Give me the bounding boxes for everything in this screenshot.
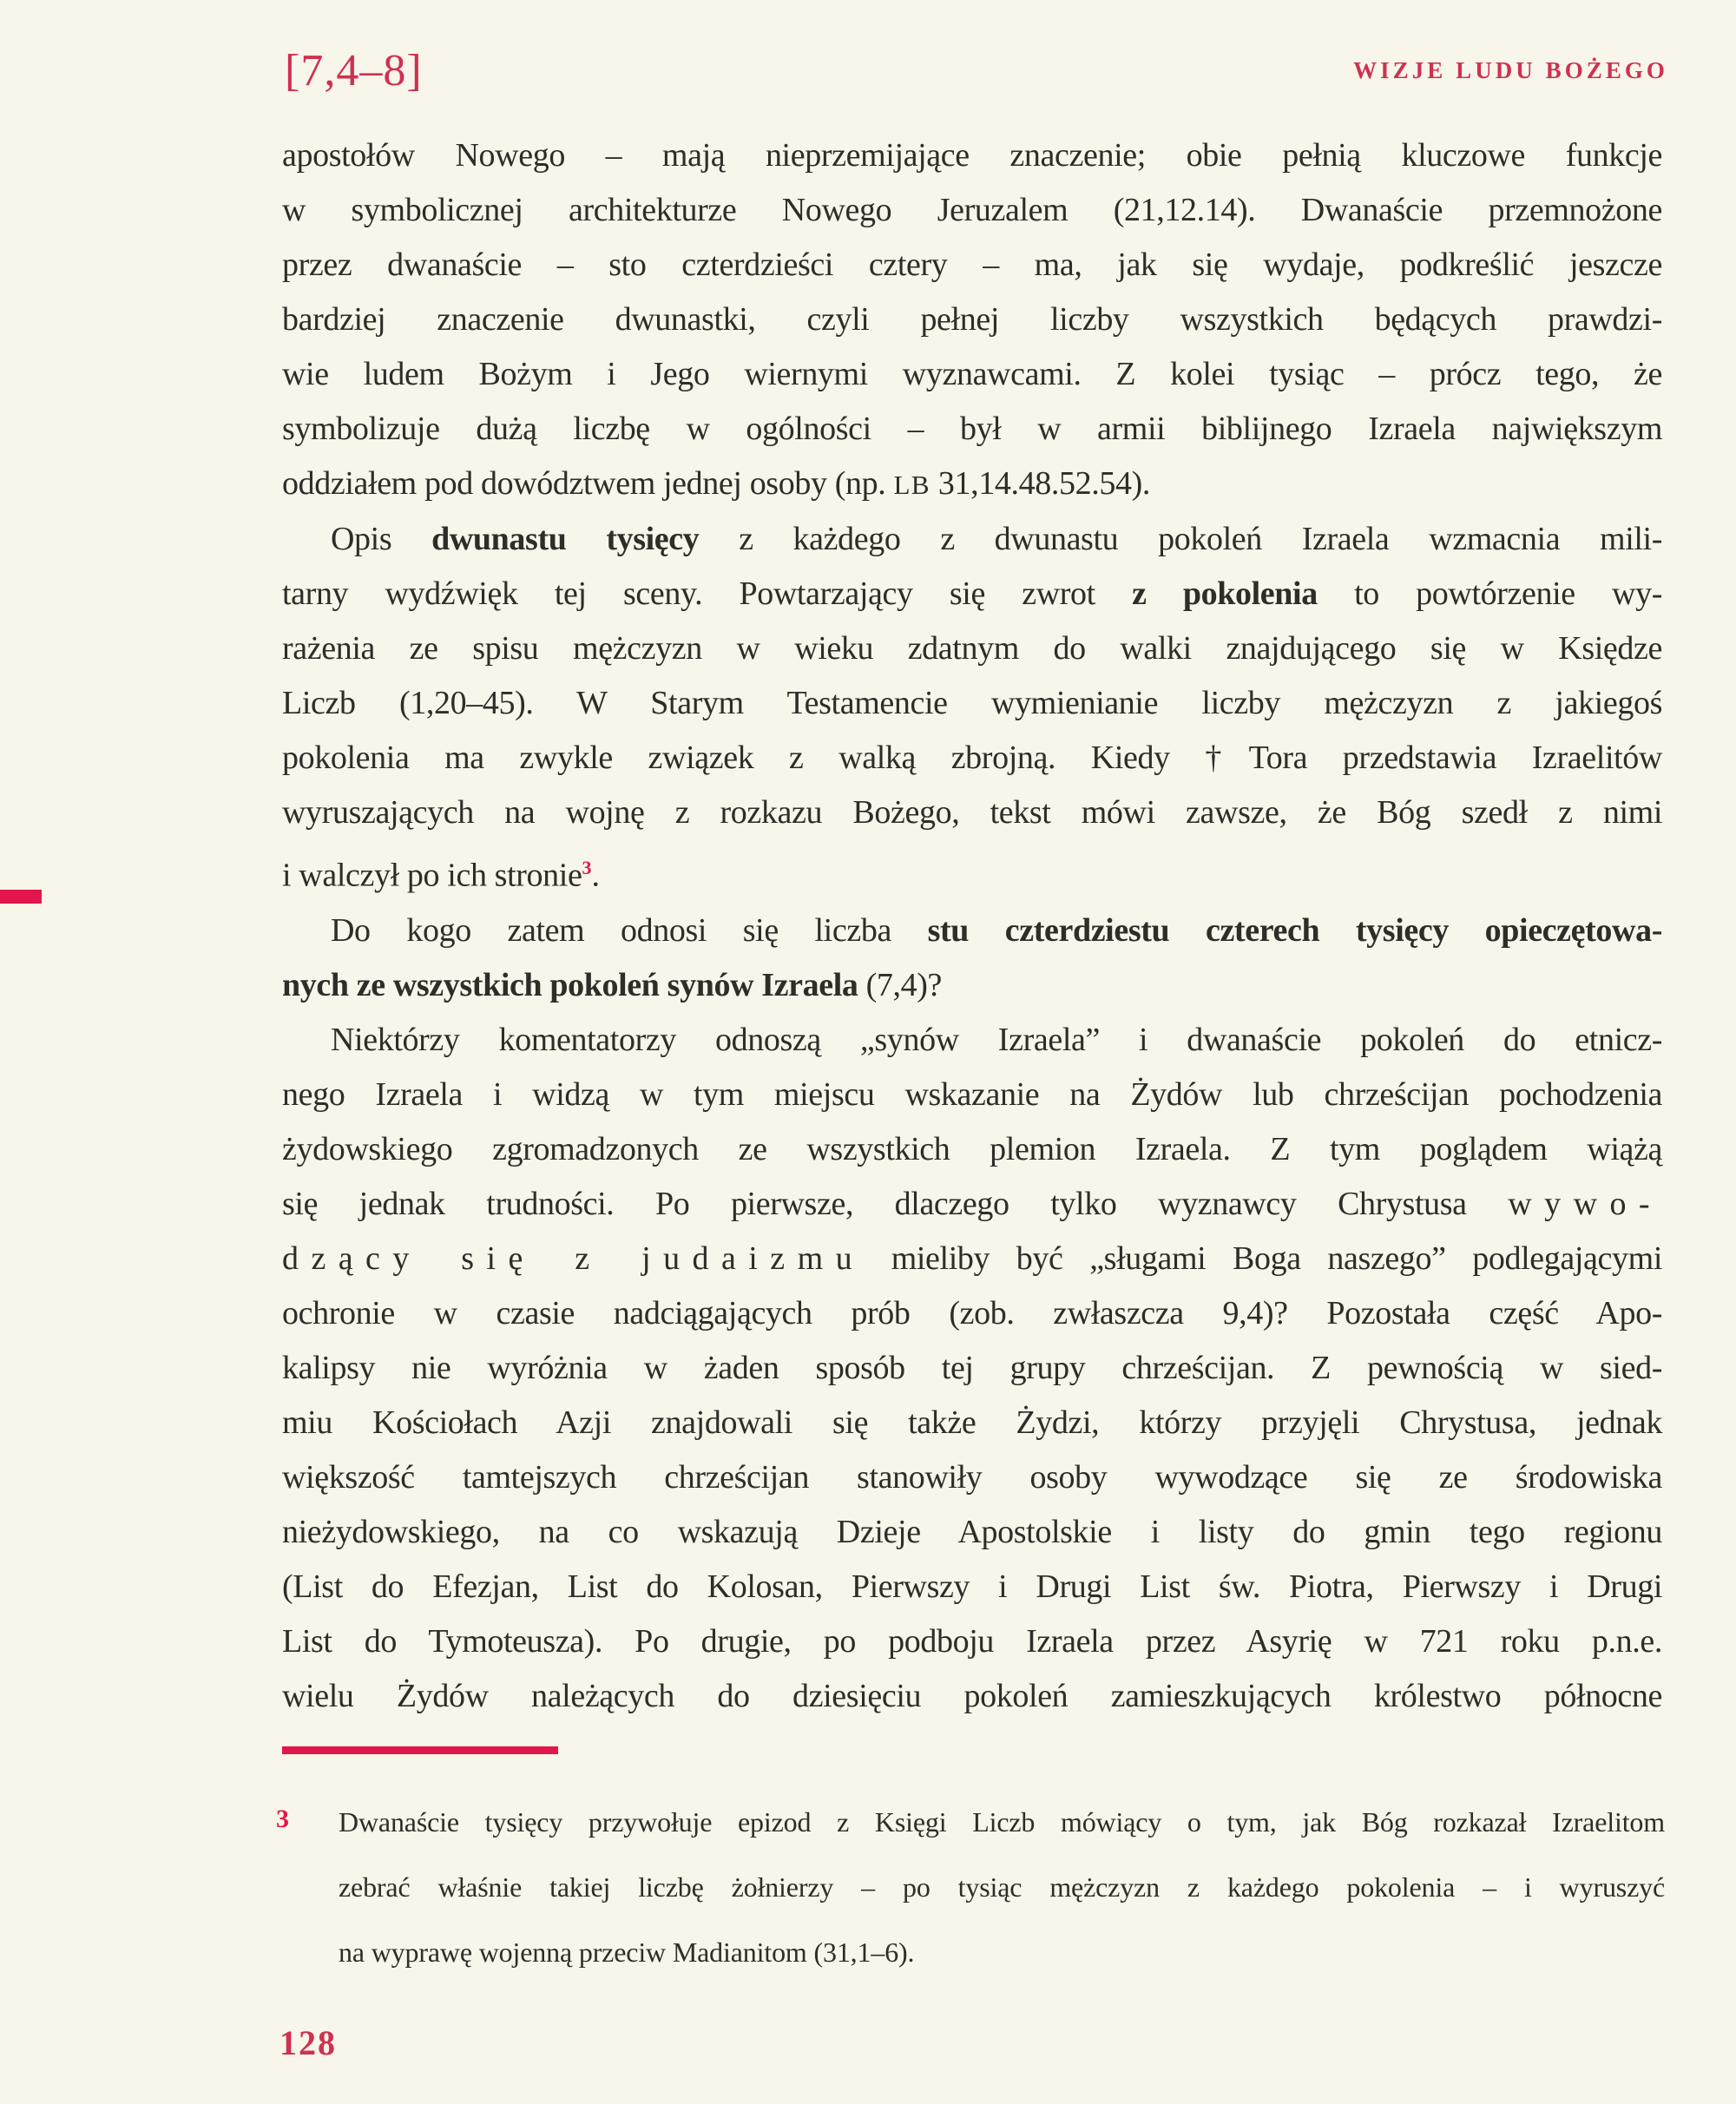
text-segment: LB (893, 470, 930, 500)
running-head: WIZJE LUDU BOŻEGO (1353, 57, 1668, 83)
text-line (282, 1122, 1662, 1177)
text-segment: nego Izraela i widzą w tym miejscu wskazanie na Żydów lub chrześcijan pochodzenia (282, 1075, 1662, 1113)
text-line (282, 621, 1662, 676)
text-segment: przez dwanaście – sto czterdzieści cztery – ma, jak się wydaje, podkreślić jeszcze (282, 247, 1662, 283)
footnote-text (339, 1790, 1665, 1985)
text-segment: wie ludem Bożym i Jego wiernymi wyznawcami. Z kolei tysiąc – prócz tego, że (282, 356, 1662, 392)
text-segment: i walczył po ich stronie (282, 857, 582, 894)
text-segment: bardziej znaczenie dwunastki, czyli pełnej liczby wszystkich będących prawdzi- (282, 301, 1662, 338)
text-segment: oddziałem pod dowództwem jednej osoby (np. (282, 465, 894, 502)
text-line (282, 1560, 1662, 1614)
text-segment: Liczb (1,20–45). W Starym Testamencie wymienianie liczby mężczyzn z jakiegoś (282, 685, 1662, 721)
text-segment: List do Tymoteusza). Po drugie, po podboju Izraela przez Asyrię w 721 roku p.n.e. (282, 1622, 1662, 1660)
text-segment: żydowskiego zgromadzonych ze wszystkich plemion Izraela. Z tym poglądem wiążą (282, 1130, 1662, 1167)
text-line (282, 1013, 1662, 1068)
text-segment: pokolenia ma zwykle związek z walką zbrojną. Kiedy †Tora przedstawia Izraelitów (282, 740, 1662, 776)
text-segment: stu czterdziestu czterech tysięcy opieczętowa- (927, 911, 1662, 949)
text-line (282, 128, 1662, 183)
text-line (282, 1232, 1662, 1286)
text-line (282, 238, 1662, 293)
text-line (282, 1505, 1662, 1560)
text-line (339, 1855, 1665, 1920)
text-segment: dwunastu tysięcy (431, 521, 700, 557)
text-segment: apostołów Nowego – mają nieprzemijające znaczenie; obie pełnią kluczowe funkcje (282, 137, 1662, 174)
text-segment: zebrać właśnie takiej liczbę żołnierzy – po tysiąc mężczyzn z każdego pokolenia – i wyruszyć (339, 1871, 1665, 1903)
text-segment: na wyprawę wojenną przeciw Madianitom (31,1–6). (339, 1936, 915, 1968)
page-number: 128 (279, 2023, 337, 2062)
text-line (282, 1396, 1662, 1450)
text-segment: (List do Efezjan, List do Kolosan, Pierwszy i Drugi List św. Piotra, Pierwszy i Drugi (282, 1568, 1662, 1605)
text-segment: 31,14.48.52.54). (930, 465, 1150, 502)
text-line (282, 958, 1662, 1013)
text-line (282, 457, 1662, 512)
verse-range-marker: [7,4–8] (285, 46, 423, 95)
text-line (282, 347, 1662, 402)
text-segment: mieliby być „sługami Boga naszego” podlegającymi (865, 1239, 1662, 1277)
text-line (282, 1669, 1662, 1724)
text-line (282, 183, 1662, 238)
footnote-reference: 3 (582, 857, 592, 878)
text-line (282, 293, 1662, 347)
text-line (282, 1286, 1662, 1341)
text-line (339, 1790, 1665, 1855)
body-text (282, 128, 1662, 1724)
text-line (282, 1068, 1662, 1122)
footnote-rule (282, 1746, 558, 1754)
text-segment: tarny wydźwięk tej sceny. Powtarzający się zwrot (282, 575, 1133, 612)
text-segment: w symbolicznej architekturze Nowego Jeruzalem (21,12.14). Dwanaście przemnożone (282, 192, 1662, 228)
text-segment: to powtórzenie wy- (1317, 575, 1662, 612)
text-line (282, 1450, 1662, 1505)
text-segment: się jednak trudności. Po pierwsze, dlaczego tylko wyznawcy Chrystusa (282, 1185, 1509, 1222)
text-line (282, 567, 1662, 621)
text-segment: wywo- (1508, 1185, 1662, 1222)
text-segment: nych ze wszystkich pokoleń synów Izraela (282, 966, 858, 1003)
text-line (282, 786, 1662, 840)
text-segment: rażenia ze spisu mężczyzn w wieku zdatnym do walki znajdującego się w Księdze (282, 630, 1662, 667)
text-segment: Opis (331, 521, 432, 557)
text-segment: Niektórzy komentatorzy odnoszą „synów Izraela” i dwanaście pokoleń do etnicz- (331, 1021, 1662, 1058)
footnote-marker: 3 (276, 1805, 289, 1833)
text-segment: z każdego z dwunastu pokoleń Izraela wzmacnia mili- (699, 521, 1663, 557)
text-line (282, 904, 1662, 958)
text-segment: dzący się z judaizmu (282, 1239, 865, 1277)
text-segment: wyruszających na wojnę z rozkazu Bożego, tekst mówi zawsze, że Bóg szedł z nimi (282, 794, 1662, 831)
text-line (282, 840, 1662, 904)
text-line (282, 731, 1662, 786)
margin-red-mark (0, 890, 42, 904)
text-segment: symbolizuje dużą liczbę w ogólności – był w armii biblijnego Izraela największym (282, 411, 1662, 447)
text-line (282, 1341, 1662, 1396)
text-segment: kalipsy nie wyróżnia w żaden sposób tej grupy chrześcijan. Z pewnością w sied- (282, 1349, 1662, 1386)
text-line (282, 676, 1662, 731)
text-line (282, 1614, 1662, 1669)
text-segment: (7,4)? (858, 966, 943, 1003)
text-segment: ochronie w czasie nadciągających prób (zob. zwłaszcza 9,4)? Pozostała część Apo- (282, 1294, 1662, 1331)
text-segment: większość tamtejszych chrześcijan stanowiły osoby wywodzące się ze środowiska (282, 1458, 1662, 1496)
text-segment: nieżydowskiego, na co wskazują Dzieje Apostolskie i listy do gmin tego regionu (282, 1513, 1662, 1550)
text-segment: Dwanaście tysięcy przywołuje epizod z Księgi Liczb mówiący o tym, jak Bóg rozkazał Izraelitom (339, 1806, 1665, 1838)
text-line (282, 1177, 1662, 1232)
text-line (282, 402, 1662, 457)
text-line (339, 1920, 1665, 1985)
text-segment: . (591, 857, 600, 894)
footnote (276, 1790, 1665, 1985)
text-segment: Do kogo zatem odnosi się liczba (331, 911, 928, 949)
text-segment: miu Kościołach Azji znajdowali się także Żydzi, którzy przyjęli Chrystusa, jednak (282, 1404, 1662, 1441)
text-segment: z pokolenia (1132, 575, 1318, 612)
text-segment: wielu Żydów należących do dziesięciu pokoleń zamieszkujących królestwo północne (282, 1677, 1662, 1714)
text-line (282, 512, 1662, 567)
